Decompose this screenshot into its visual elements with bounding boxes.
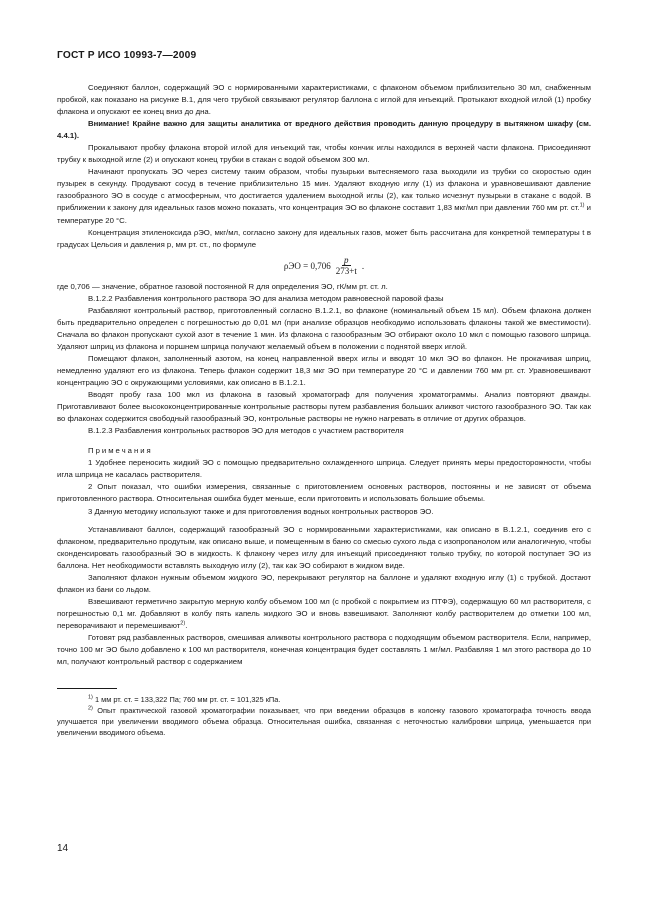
paragraph: Прокалывают пробку флакона второй иглой для инъекций так, чтобы кончик иглы находился в верхней части флакона. Присоединяют трубку к выходной игле (2) и опускают конец трубки в стакан с водой объемом 300 мл.: [57, 143, 591, 165]
footnote-text: 1 мм рт. ст. = 133,322 Па; 760 мм рт. ст. = 101,325 кПа.: [92, 695, 281, 705]
paragraph: Соединяют баллон, содержащий ЭО с нормированными характеристиками, с флаконом объемом приблизительно 30 мл, снабженным пробкой, как показано на рисунке В.1, для чего трубкой связывают регулятор баллона с иглой для инъекций. Протыкают входной иглой (1) пробку флакона и опускают ее конец вниз до дна.: [57, 83, 591, 117]
formula-fraction: [334, 255, 359, 276]
formula: [57, 251, 591, 281]
footnotes: [57, 694, 591, 738]
note-item: 2 Опыт показал, что ошибки измерения, связанные с приготовлением основных растворов, постоянны и не зависят от объема приготовленного раствора. Относительная ошибка будет меньше, если приготовить и использовать большие объемы.: [57, 482, 591, 504]
paragraph: Устанавливают баллон, содержащий газообразный ЭО с нормированными характеристиками, как описано в В.1.2.1, соединив его с флаконом, предварительно продутым, как описано выше, и помещенным в баню со смесью сухого льда с изопропанолом или аналогичную, чтобы сконденсировать газообразный ЭО в жидкость. К флакону через иглу для инъекций присоединяют только трубку, по которой поступает ЭО из баллона. Нет необходимости вставлять выходную иглу (2), так как ЭО собирают в жидком виде.: [57, 524, 591, 570]
paragraph: Концентрация этиленоксида ρЭО, мкг/мл, согласно закону для идеальных газов, может быть рассчитана для конкретной температуры t в градусах Цельсия и давления p, мм рт. ст., по формуле: [57, 227, 591, 249]
footnote: [57, 694, 591, 705]
footnote-mark: 2): [88, 705, 93, 712]
paragraph: Разбавляют контрольный раствор, приготовленный согласно В.1.2.1, во флаконе (номинальный объем 15 мл). Объем флакона должен быть предварительно определен с погрешностью до 0,01 мл (при анализе образцов необходимо использовать флаконы такой же вместимости). Сначала во флакон пропускают сухой азот в течение 1 мин. Из флакона с газообразным ЭО отбирают около 10 мкл с помощью газового шприца. Удаляют шприц из флакона и поршнем шприца получают желаемый объем в положении с поднятой вверх иглой.: [57, 305, 591, 351]
formula-numerator: p: [344, 255, 349, 266]
paragraph-text: Начинают пропускать ЭО через систему таким образом, чтобы пузырьки вытесняемого газа выходили из трубки со скоростью один пузырек в секунду. Продувают сосуд в течение приблизительно 15 мин. Удаляют входную иглу (1) из флакона и уравновешивают давление газообразного ЭО в сосуде с атмосферным, что достигается удалением выходной иглы (2), как только исчезнут пузырьки в стакане с водой. В приближении к закону для идеальных газов можно показать, что концентрация ЭО во флаконе составит 1,83 мкг/мл при давлении 760 мм рт. ст.: [57, 167, 591, 213]
formula-lhs: ρЭО = 0,706: [283, 260, 331, 271]
page-header-title: ГОСТ Р ИСО 10993-7—2009: [57, 50, 197, 61]
section-heading: В.1.2.2 Разбавления контрольного раствора ЭО для анализа методом равновесной паровой фазы: [88, 293, 444, 303]
section-heading: В.1.2.3 Разбавления контрольных растворов ЭО для методов с участием растворителя: [88, 426, 404, 436]
note-item: 3 Данную методику используют также и для приготовления водных контрольных растворов ЭО.: [88, 506, 434, 516]
paragraph: [57, 596, 591, 632]
page-number: 14: [57, 843, 69, 854]
footnote-ref: 2): [180, 620, 186, 627]
paragraph: Заполняют флакон нужным объемом жидкого ЭО, перекрывают регулятор на баллоне и удаляют входную иглу (1) с трубкой. Достают флакон из бани со льдом.: [57, 572, 591, 594]
paragraph: Помещают флакон, заполненный азотом, на конец направленной вверх иглы и вводят 10 мкл ЭО во флакон. Не прокачивая шприц, немедленно удаляют его из флакона. Теперь флакон содержит 18,3 мкг ЭО при температуре 20 °C и давлении 760 мм рт. ст. Уравновешивают концентрацию ЭО с окружающими условиями, как описано в В.1.2.1.: [57, 353, 591, 388]
paragraph-text: Взвешивают герметично закрытую мерную колбу объемом 100 мл (с пробкой с покрытием из ПТФЭ), содержащую 60 мл растворителя, с погрешностью 0,1 мг. Добавляют в колбу пять капель жидкого ЭО и вновь взвешивают. Заполняют колбу растворителем до отметки 100 мл, переворачивают и перемешивают: [57, 596, 591, 630]
footnote: [57, 705, 591, 738]
paragraph-text: .: [185, 620, 188, 630]
note-item: 1 Удобнее переносить жидкий ЭО с помощью предварительно охлажденного шприца. Следует принять меры предосторожности, чтобы игла шприца не касалась растворителя.: [57, 458, 591, 480]
footnote-ref: 1): [579, 202, 585, 209]
formula-tail: .: [361, 260, 365, 271]
footnote-mark: 1): [88, 694, 93, 701]
footnote-text: Опыт практической газовой хроматографии показывает, что при введении образцов в колонку газового хроматографа точность ввода улучшается при увеличении вводимого объема образца. Относительная ошибка, связанная с неточностью калибровки шприца, уменьшается при увеличении вводимого объема.: [57, 706, 591, 738]
paragraph: [57, 166, 591, 226]
formula-denominator: 273+t: [335, 266, 357, 277]
footnote-divider: [57, 688, 117, 689]
paragraph-text: и температуре 20 °C.: [57, 203, 591, 225]
page-content: [57, 82, 591, 738]
paragraph: Готовят ряд разбавленных растворов, смешивая аликвоты контрольного раствора с подходящим объемом растворителя. Если, например, точно 100 мг ЭО было добавлено к 100 мл растворителя, конечная концентрация будет составлять 1 мг/мл. Разбавляя 1 мл этого раствора до 10 мл, получают контрольный раствор с содержанием: [57, 632, 591, 667]
notes-title: Примечания: [88, 446, 153, 456]
warning-paragraph: Внимание! Крайне важно для защиты аналитика от вредного действия проводить данную процедуру в вытяжном шкафу (см. 4.4.1).: [57, 119, 591, 141]
paragraph: Вводят пробу газа 100 мкл из флакона в газовый хроматограф для получения хроматограммы. Анализ повторяют дважды. Приготавливают более высококонцентрированные контрольные растворы путем разбавления больших аликвот чистого газообразного ЭО. Так как во флаконах содержится свободный газообразный ЭО, контрольные растворы не нужно нагревать в отличие от других образцов.: [57, 390, 591, 424]
paragraph: где 0,706 — значение, обратное газовой постоянной R для определения ЭО, гК/мм рт. ст. л.: [57, 281, 388, 291]
